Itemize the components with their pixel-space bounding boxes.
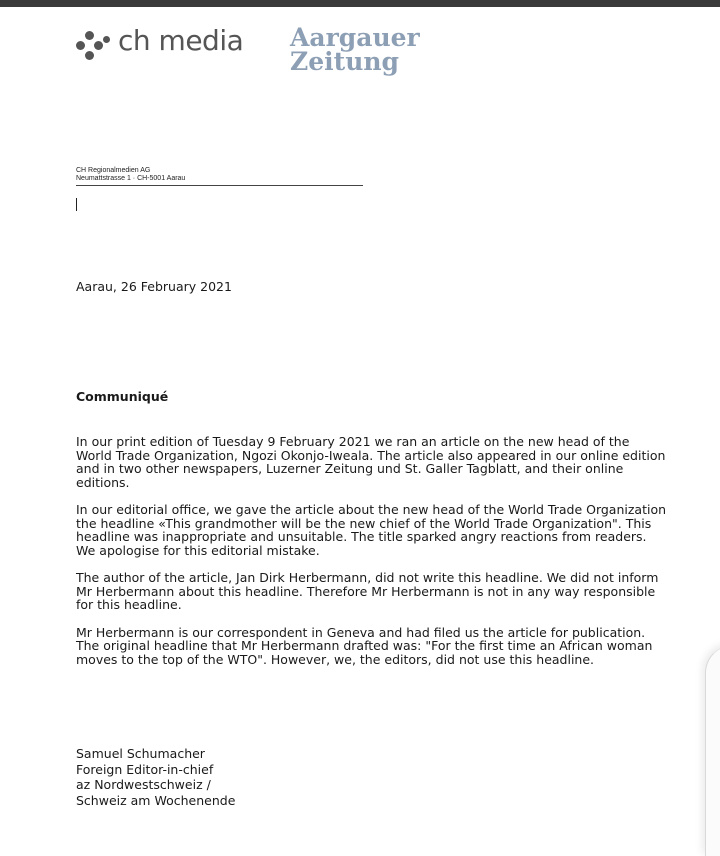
ch-media-logo: [76, 26, 266, 66]
signature-title: Foreign Editor-in-chief: [76, 761, 214, 777]
paragraph: Mr Herbermann is our correspondent in Geneva and had filed us the article for publication. The original headline that Mr Herbermann drafted was: "For the first time an African woman moves to the top of the WTO". However, we, the editors, did not use this headline.: [76, 624, 653, 667]
letter-heading: Communiqué: [76, 389, 169, 404]
paragraph: The author of the article, Jan Dirk Herbermann, did not write this headline. We did not inform Mr Herbermann about this headline. Therefore Mr Herbermann is not in any way responsible for this headline.: [76, 570, 659, 612]
ch-media-logo-text: ch media: [118, 24, 244, 57]
sender-line2: Neumattstrasse 1 · CH-5001 Aarau: [76, 175, 186, 182]
paragraph: In our print edition of Tuesday 9 February 2021 we ran an article on the new head of the World Trade Organization, Ngozi Okonjo-Iweala. The article also appeared in our online edition and in two other newspapers, Luzerner Zeitung und St. Galler Tagblatt, and their online editions.: [76, 434, 666, 490]
az-logo-line1: Aargauer: [290, 23, 420, 52]
paragraph: In our editorial office, we gave the article about the new head of the World Trade Organization the headline «This grandmother will be the new chief of the World Trade Organization". This headline was inappropriate and unsuitable. The title sparked angry reactions from readers. We apologise for this editorial mistake.: [76, 502, 667, 558]
sender-address: [76, 167, 185, 183]
overlay-panel-edge[interactable]: [705, 645, 720, 856]
ch-media-dots-icon: [76, 30, 112, 62]
az-logo-line2: Zeitung: [290, 47, 400, 76]
signature-org-line1: az Nordwestschweiz /: [76, 777, 211, 792]
aargauer-zeitung-logo: [290, 23, 420, 76]
signature-block: [76, 746, 235, 808]
text-cursor: [76, 198, 77, 211]
sender-divider: [76, 185, 363, 186]
signature-org-line2: Schweiz am Wochenende: [76, 792, 236, 808]
letter-date: Aarau, 26 February 2021: [76, 279, 232, 294]
top-bar: [0, 0, 720, 7]
signature-name: Samuel Schumacher: [76, 746, 205, 761]
sender-line1: CH Regionalmedien AG: [76, 167, 151, 174]
letter-body: [76, 435, 666, 680]
